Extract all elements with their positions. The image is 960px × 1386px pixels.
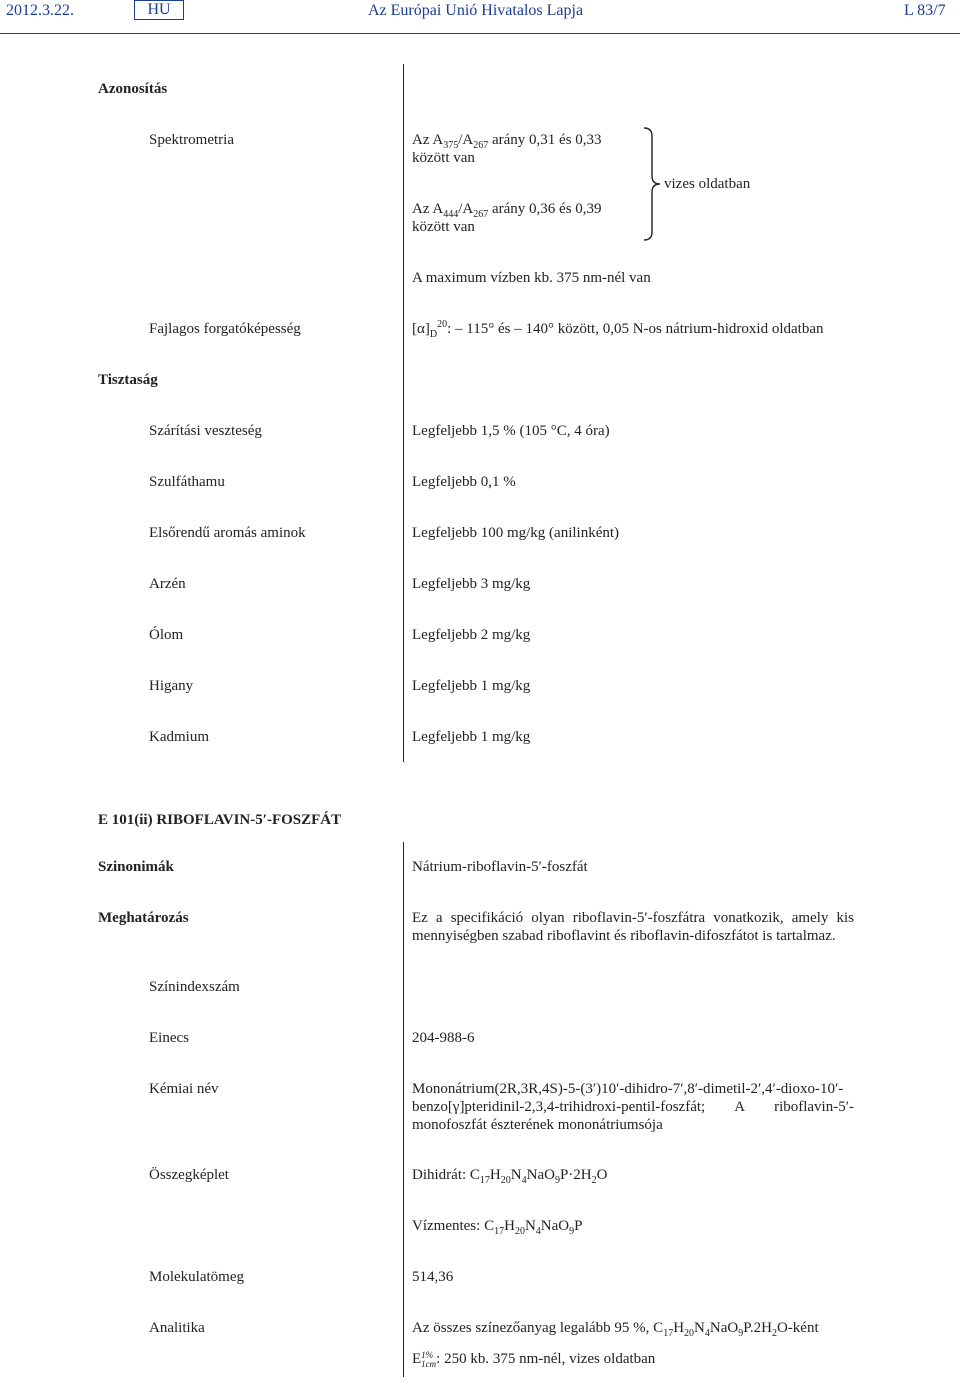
rotation-value: $[\alpha]_D^{20}$: – 115° és – 140° között, 0,05 N-os nátrium-hidroxid oldatban — [412, 319, 824, 340]
synonyms-label: Szinonimák — [98, 859, 174, 875]
purity-heading: Tisztaság — [98, 372, 158, 388]
header-date: 2012.3.22. — [6, 2, 74, 19]
column-divider-1 — [403, 64, 404, 762]
purity-label-cadmium: Kadmium — [149, 729, 209, 745]
language-badge: HU — [134, 0, 184, 20]
column-divider-2 — [403, 842, 404, 1377]
formula-dihydrate: Dihidrát: $C_{17}H_{20}N_4NaO_9P\cdot 2H_2O$ — [412, 1167, 608, 1186]
purity-value-drying: Legfeljebb 1,5 % (105 °C, 4 óra) — [412, 423, 610, 439]
ratio2-line1: Az $A_{444}/A_{267}$ arány 0,36 és 0,39 — [412, 201, 602, 220]
ratio1-line1: Az $A_{375}/A_{267}$ arány 0,31 és 0,33 — [412, 132, 602, 151]
purity-label-mercury: Higany — [149, 678, 194, 694]
einecs-label: Einecs — [149, 1030, 189, 1046]
definition-value: Ez a specifikáció olyan riboflavin-5′-foszfátra vonatkozik, amely kis mennyiségben szabad riboflavint és riboflavin-difoszfátot is tartalmaz. — [412, 910, 854, 944]
purity-label-amines: Elsőrendű aromás aminok — [149, 525, 306, 541]
chemical-name-value: Mononátrium(2R,3R,4S)-5-(3′)10′-dihidro-7′,8′-dimetil-2′,4′-dioxo-10′-benzo[γ]pteridinil-2,3,4-trihidroxi-pentil-foszfát; A riboflavin-5′-monofoszfát észterének mononátriumsója — [412, 1081, 854, 1133]
purity-value-amines: Legfeljebb 100 mg/kg (anilinként) — [412, 525, 620, 541]
rotation-label: Fajlagos forgatóképesség — [149, 321, 301, 337]
purity-value-lead: Legfeljebb 2 mg/kg — [412, 627, 531, 643]
synonyms-value: Nátrium-riboflavin-5′-foszfát — [412, 859, 588, 875]
purity-value-arsenic: Legfeljebb 3 mg/kg — [412, 576, 531, 592]
header-rule — [0, 33, 960, 34]
formula-label: Összegképlet — [149, 1167, 229, 1183]
ratio1-line2: között van — [412, 150, 475, 166]
extinction-value: E 1% 1cm : 250 kb. 375 nm-nél, vizes oldatban — [412, 1349, 656, 1369]
curly-brace-icon — [642, 126, 662, 242]
purity-label-ash: Szulfáthamu — [149, 474, 225, 490]
max-note: A maximum vízben kb. 375 nm-nél van — [412, 270, 651, 286]
definition-label: Meghatározás — [98, 910, 189, 926]
page-number: L 83/7 — [904, 2, 946, 19]
aqueous-note: vizes oldatban — [664, 176, 751, 192]
colour-index-label: Színindexszám — [149, 979, 240, 995]
purity-label-lead: Ólom — [149, 627, 184, 643]
assay-label: Analitika — [149, 1320, 205, 1336]
assay-value: Az összes színezőanyag legalább 95 %, $C_{17}H_{20}N_4NaO_9P.2H_2O$-ként — [412, 1320, 819, 1339]
section-title: E 101(ii) RIBOFLAVIN-5′-FOSZFÁT — [98, 812, 342, 828]
molecular-weight-value: 514,36 — [412, 1269, 454, 1285]
molecular-weight-label: Molekulatömeg — [149, 1269, 244, 1285]
journal-title: Az Európai Unió Hivatalos Lapja — [368, 2, 584, 19]
chemical-name-label: Kémiai név — [149, 1081, 219, 1097]
purity-label-drying: Szárítási veszteség — [149, 423, 262, 439]
spectrometry-label: Spektrometria — [149, 132, 234, 148]
purity-value-ash: Legfeljebb 0,1 % — [412, 474, 516, 490]
purity-value-mercury: Legfeljebb 1 mg/kg — [412, 678, 531, 694]
einecs-value: 204-988-6 — [412, 1030, 475, 1046]
identification-heading: Azonosítás — [98, 81, 168, 97]
purity-value-cadmium: Legfeljebb 1 mg/kg — [412, 729, 531, 745]
ratio2-line2: között van — [412, 219, 475, 235]
purity-label-arsenic: Arzén — [149, 576, 186, 592]
formula-anhydrous: Vízmentes: $C_{17}H_{20}N_4NaO_9P$ — [412, 1218, 583, 1237]
